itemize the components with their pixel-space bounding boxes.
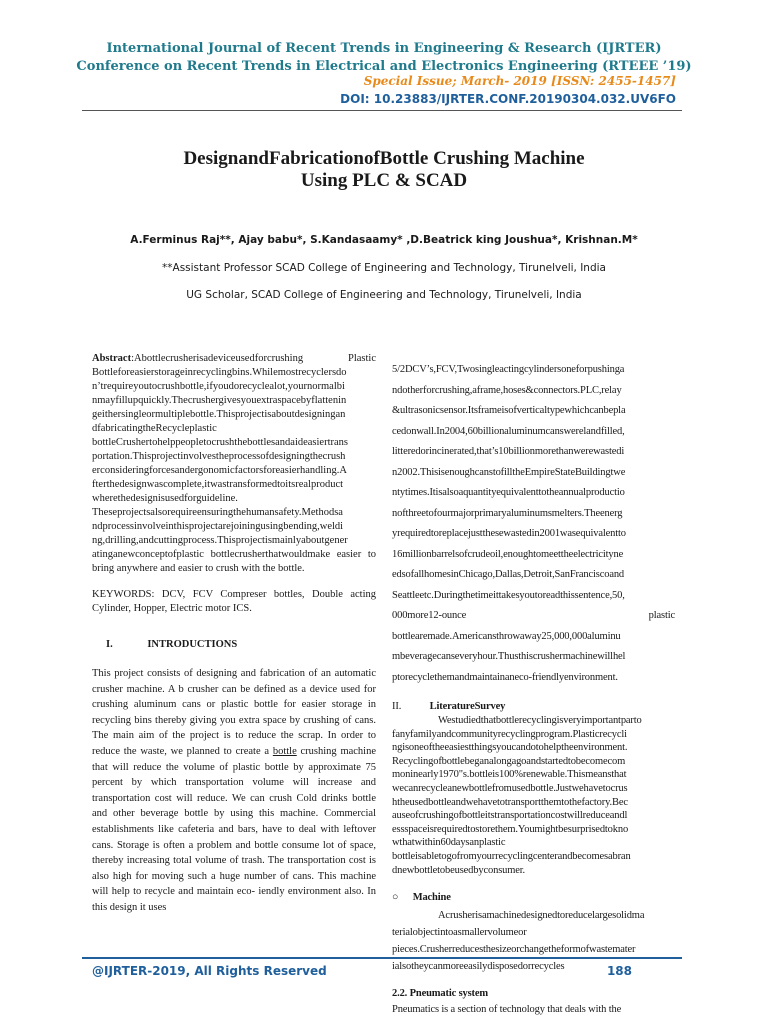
title-line-1: DesignandFabricationofBottle Crushing Machine — [183, 148, 585, 169]
page-number: 188 — [606, 964, 632, 978]
section-title: INTRODUCTIONS — [147, 639, 238, 650]
intro-text-part-1: This project consists of designing and fabrication of an automatic crusher machine. A b crusher can be defined as a device used for crushing aluminum cans or plastic bottle for easier storage in recycling bins thereby giving you extra space by crushing of cans. The main aim of the project is to reduce the scrap. In order to reduce the waste, we planned to create a — [92, 668, 376, 757]
doi-link[interactable]: 10.23883/IJRTER.CONF.20190304.032.UV6FO — [373, 92, 676, 106]
abstract-text: :Abottlecrusherisadeviceusedforcrushing Plastic Bottleforeasierstorageinrecyclingbins.Whilemostrecyclersdo n’trequireyoutocrushbottle,ifyoudorecyclealot,yournormalbi nmayfillupquickly.Thecrushergivesyouextraspacebyflattenin geithersinglеormultiplebottle.Thisprojectisaboutdesigningan dfabricatingtheRecycleplastic bottleCrushertohelppeopletocrushthebottlesandaideasiertrans portation.Thisprojectinvolvestheprocessofdesigningthecrush erconsideringforcesandergonomicfactorsforeasierhandling.A fterthedesignwascomplete,itwastransformedtoitsrealproduct wherethedesignisusedforguideline. Theseprojectsalsorequireensuringthehumansafety.Methodsa ndprocessinvolveinthisprojectarejoiningusingbending,weldi ng,drilling,andcuttingprocess.Thisprojectismainlyaboutgener atinganewconceptofplastic bottlecrusherthatwouldmake easier to bring anywhere and easier to crush with the bottle. — [92, 353, 376, 574]
intro-underlined-word: bottle — [272, 745, 297, 757]
left-column — [92, 352, 376, 924]
affiliation-students: UG Scholar, SCAD College of Engineering and Technology, Tirunelveli, India — [186, 289, 582, 301]
section-number: II. — [392, 701, 402, 712]
author-list: A.Ferminus Raj**, Ajay babu*, S.Kandasaamy* ,D.Beatrick king Joushua*, Krishnan.M* — [130, 234, 638, 246]
footer-rule — [82, 957, 682, 959]
continuation-paragraph: 5/2DCV’s,FCV,Twosingleactingcylindersoneforpushinga ndotherforcrushing,aframe,hoses&connectors.PLC,relay &ultrasonicsensor.Itsframeisofverticaltypewhichcanbepla cedonwall.In2004,60billionaluminumcanswerelandfilled, litteredorincinerated,that’s10billionmorethanwerewastedi n2002.ThisisenoughcanstofilltheEmpireStateBuildingtwe ntytimes.Itisalsoaquantityequivalenttotheannualproductio nofthreetofourmajorprimaryaluminumsmelters.Theenerg yrequiredtoreplacejustthesewastedin2001wasequivalentto 16millionbarrelsofcrudeoil,enoughtomeettheelectricityne edsofallhomesinChicago,Dallas,Detroit,SanFranciscoand Seattleetc.Duringthetimeittakesyoutoreadthissentence,50, 000more12-ounce plastic bottlearemade.Americansthrowaway25,000,000aluminu mbeveragecanseveryhour.Thusthiscrushermachinewillhel ptorecyclethemandmaintainaneco-friendlyenvironment. — [392, 364, 675, 683]
pneumatic-paragraph: Pneumatics is a section of technology that deals with the — [392, 1004, 622, 1016]
abstract — [92, 352, 376, 576]
subsection-heading-machine — [392, 891, 675, 905]
journal-title: International Journal of Recent Trends in Engineering & Research (IJRTER) — [106, 41, 662, 56]
paper-title — [0, 148, 768, 192]
section-number: I. — [106, 639, 113, 650]
keywords: KEYWORDS: DCV, FCV Compreser bottles, Double acting Cylinder, Hopper, Electric motor ICS. — [92, 589, 376, 614]
copyright-notice: @IJRTER-2019, All Rights Reserved — [92, 964, 327, 978]
title-line-2: Using PLC & SCAD — [300, 170, 468, 191]
literature-paragraph: Westudiedthatbottlerecyclingisveryimportantparto fanyfamilyandcommunityrecyclingprogram.Plasticrecycli ngisoneoftheeasiestthingsyoucandotohelptheenvironment. Recyclingofbottlebeganalongagoandstartedtobecomecom moninearly1970"s.bottleis100%renewable.Thismeansthat wecanrecycleanewbottlefromusedbottle.Justwehavetocrus htheusedbottleandwehavetotransportthemtothefactory.Bec auseofcrushingofbottleitstransportationcostwillreduceandl essspaceisrequiredtostorethem.Youmightbesurprisedtokno wthatwithin60daysanplastic bottleisabletogofromyourrecyclingcenterandbecomesabran dnewbottletobeusedbyconsumer. — [392, 715, 642, 876]
abstract-label: Abstract — [92, 353, 132, 364]
doi-line — [340, 92, 676, 106]
subsection-heading-pneumatic: 2.2. Pneumatic system — [392, 988, 489, 1000]
subsection-title: Machine — [412, 892, 451, 904]
special-issue: Special Issue; March- 2019 [ISSN: 2455-1457] — [363, 74, 676, 88]
machine-paragraph: Acrusherisamachinedesignedtoreducelargesolidma terialobjectintoasmallervolumeor pieces.Crusherreducesthesizeorchangetheformofwastemater ialsotheycanmoreeasilydisposedorrecycles — [392, 910, 645, 973]
conference-title: Conference on Recent Trends in Electrical and Electronics Engineering (RTEEE ’19) — [76, 59, 692, 74]
affiliation-professor: **Assistant Professor SCAD College of Engineering and Technology, Tirunelveli, India — [162, 262, 606, 274]
intro-text-part-2: crushing machine that will reduce the volume of plastic bottle by approximate 75 percent by which transportation volume will increase and transportation cost will reduce. We can crush Cold drinks bottle and other beverage bottle by using this machine. Commercial establishments like cafeteria and bars, have to deal with leftover cans. Storage is often a problem and bottle consume lot of space, thereby increasing total volume of trash. The transportation cost is also high for moving such a huge number of cans. This machine will help to recycle and maintain eco- iendly environment also. In this design it uses — [92, 745, 377, 913]
section-heading-introductions — [106, 638, 376, 652]
header-rule — [82, 110, 682, 111]
doi-label: DOI: — [340, 92, 370, 106]
page-footer — [92, 964, 632, 978]
bullet-icon: ○ — [392, 892, 399, 904]
section-title: LiteratureSurvey — [429, 701, 506, 712]
section-heading-literature-survey — [392, 700, 675, 714]
right-column — [392, 360, 675, 1025]
introduction-paragraph — [92, 666, 376, 916]
journal-header — [0, 40, 768, 106]
